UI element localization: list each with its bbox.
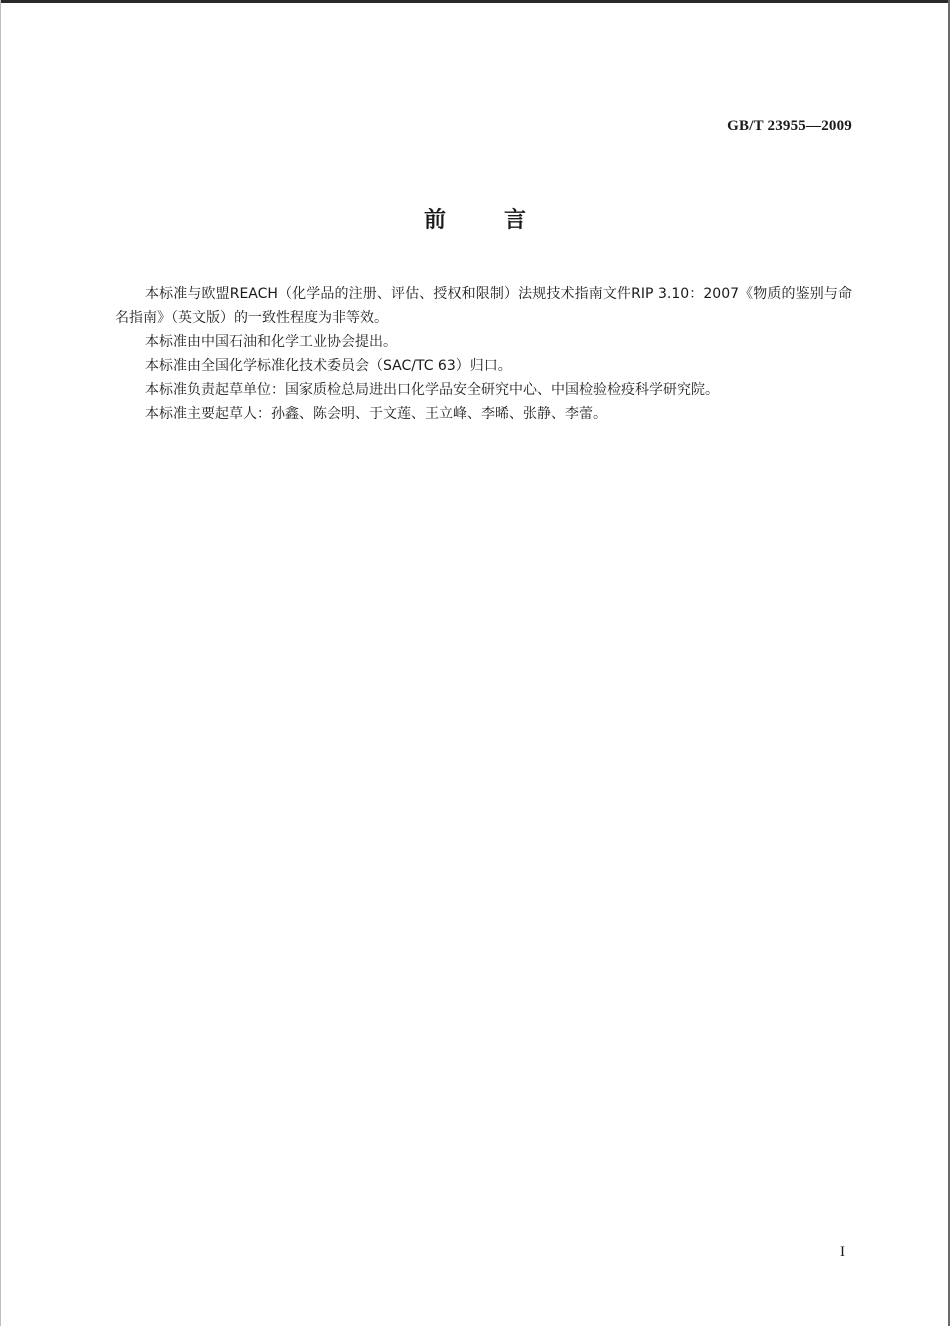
page-number: I — [840, 1244, 845, 1260]
scan-border-left — [0, 0, 1, 1326]
foreword-body — [115, 282, 852, 426]
paragraph-drafting-units: 本标准负责起草单位：国家质检总局进出口化学品安全研究中心、中国检验检疫科学研究院。 — [145, 382, 719, 398]
paragraph-administrator: 本标准由全国化学标准化技术委员会（SAC/TC 63）归口。 — [145, 358, 512, 374]
scan-border-top — [0, 0, 950, 3]
paragraph-consistency: 本标准与欧盟REACH（化学品的注册、评估、授权和限制）法规技术指南文件RIP 3.10：2007《物质的鉴别与命名指南》（英文版）的一致性程度为非等效。 — [115, 286, 852, 326]
paragraph-proposer: 本标准由中国石油和化学工业协会提出。 — [145, 334, 397, 350]
section-title: 前言 — [423, 208, 584, 233]
standard-number: GB/T 23955—2009 — [727, 118, 852, 134]
paragraph-drafters: 本标准主要起草人：孙鑫、陈会明、于文莲、王立峰、李晞、张静、李蕾。 — [145, 406, 607, 422]
